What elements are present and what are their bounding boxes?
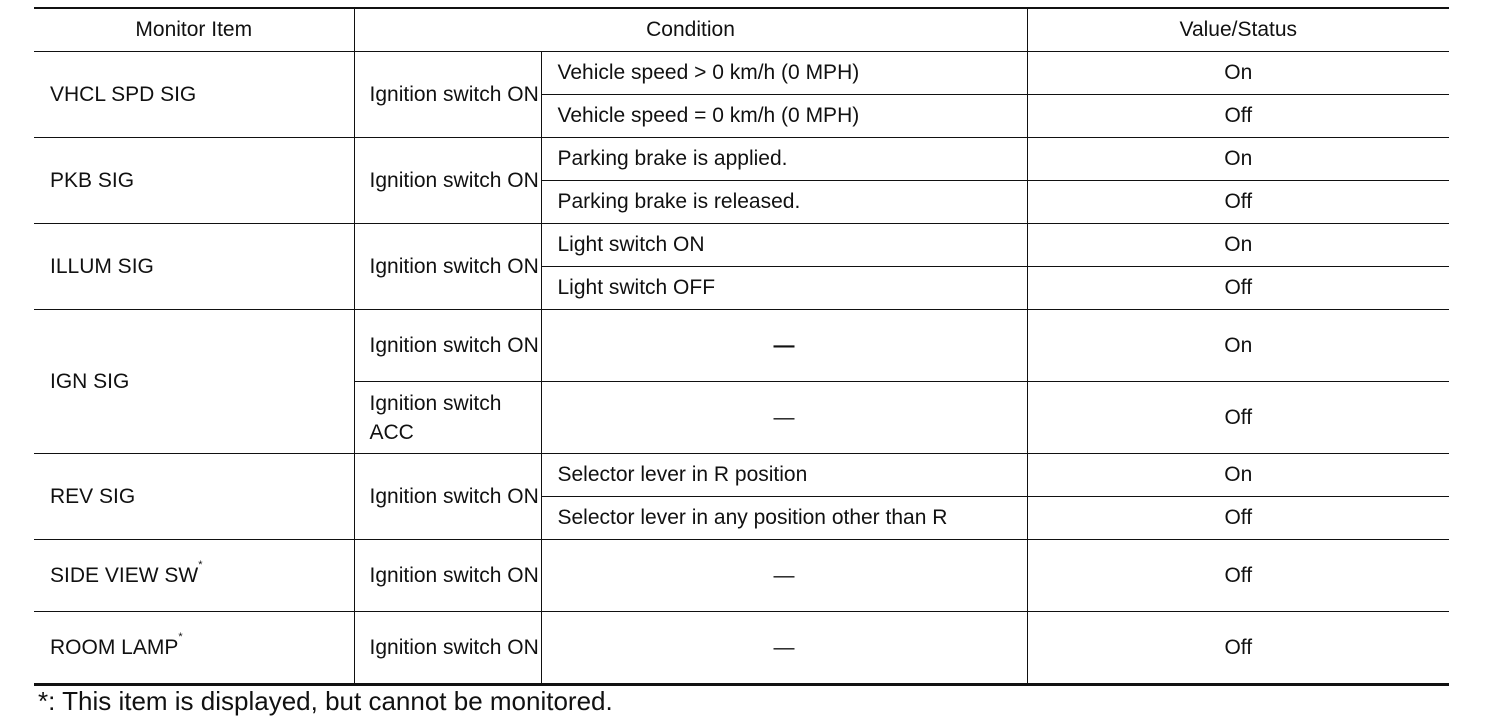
value-status-cell: On <box>1027 224 1449 267</box>
condition-cell: Light switch ON <box>541 224 1027 267</box>
monitor-item-room-lamp <box>34 612 354 685</box>
value-status-cell: On <box>1027 52 1449 95</box>
condition-cell <box>541 310 1027 382</box>
monitor-item-pkb-sig: PKB SIG <box>34 138 354 224</box>
condition-cell: Vehicle speed = 0 km/h (0 MPH) <box>541 95 1027 138</box>
ignition-condition: Ignition switch ON <box>354 540 541 612</box>
table-row <box>34 52 1449 95</box>
monitor-item-vhcl-spd-sig: VHCL SPD SIG <box>34 52 354 138</box>
dash-mark: — <box>773 405 795 429</box>
monitor-item-ign-sig: IGN SIG <box>34 310 354 454</box>
table-row <box>34 454 1449 497</box>
ignition-condition: Ignition switch ON <box>354 310 541 382</box>
condition-cell: Light switch OFF <box>541 267 1027 310</box>
value-status-cell: Off <box>1027 382 1449 454</box>
dash-mark: — <box>773 333 795 357</box>
ignition-condition: Ignition switch ON <box>354 454 541 540</box>
dash-mark: — <box>773 563 795 587</box>
ignition-condition: Ignition switch ON <box>354 612 541 685</box>
table-header-row <box>34 8 1449 52</box>
value-status-cell: Off <box>1027 540 1449 612</box>
condition-cell: Parking brake is released. <box>541 181 1027 224</box>
condition-cell <box>541 382 1027 454</box>
dash-mark: — <box>773 635 795 659</box>
table-row <box>34 224 1449 267</box>
value-status-cell: Off <box>1027 181 1449 224</box>
monitor-item-illum-sig: ILLUM SIG <box>34 224 354 310</box>
monitor-item-table <box>34 7 1449 686</box>
value-status-cell: On <box>1027 454 1449 497</box>
value-status-cell: On <box>1027 138 1449 181</box>
table-row <box>34 310 1449 382</box>
table-row <box>34 612 1449 685</box>
header-monitor-item: Monitor Item <box>34 8 354 52</box>
value-status-cell: Off <box>1027 267 1449 310</box>
table-row <box>34 138 1449 181</box>
condition-cell: Parking brake is applied. <box>541 138 1027 181</box>
value-status-cell: Off <box>1027 497 1449 540</box>
ignition-condition: Ignition switch ON <box>354 138 541 224</box>
monitor-item-side-view-sw <box>34 540 354 612</box>
table-row <box>34 540 1449 612</box>
condition-cell <box>541 612 1027 685</box>
value-status-cell: Off <box>1027 95 1449 138</box>
ignition-condition: Ignition switch ON <box>354 52 541 138</box>
footnote-mark: * <box>198 558 203 571</box>
value-status-cell: On <box>1027 310 1449 382</box>
condition-cell <box>541 540 1027 612</box>
footnote-mark: * <box>178 630 183 643</box>
footnote: *: This item is displayed, but cannot be monitored. <box>38 686 613 716</box>
condition-cell: Vehicle speed > 0 km/h (0 MPH) <box>541 52 1027 95</box>
monitor-item-rev-sig: REV SIG <box>34 454 354 540</box>
ignition-condition: Ignition switch ON <box>354 224 541 310</box>
header-value-status: Value/Status <box>1027 8 1449 52</box>
monitor-item-label: SIDE VIEW SW <box>50 563 199 587</box>
condition-cell: Selector lever in any position other than R <box>541 497 1027 540</box>
value-status-cell: Off <box>1027 612 1449 685</box>
monitor-item-label: ROOM LAMP <box>50 635 179 659</box>
condition-cell: Selector lever in R position <box>541 454 1027 497</box>
ignition-condition: Ignition switch ACC <box>354 382 541 454</box>
header-condition: Condition <box>354 8 1027 52</box>
